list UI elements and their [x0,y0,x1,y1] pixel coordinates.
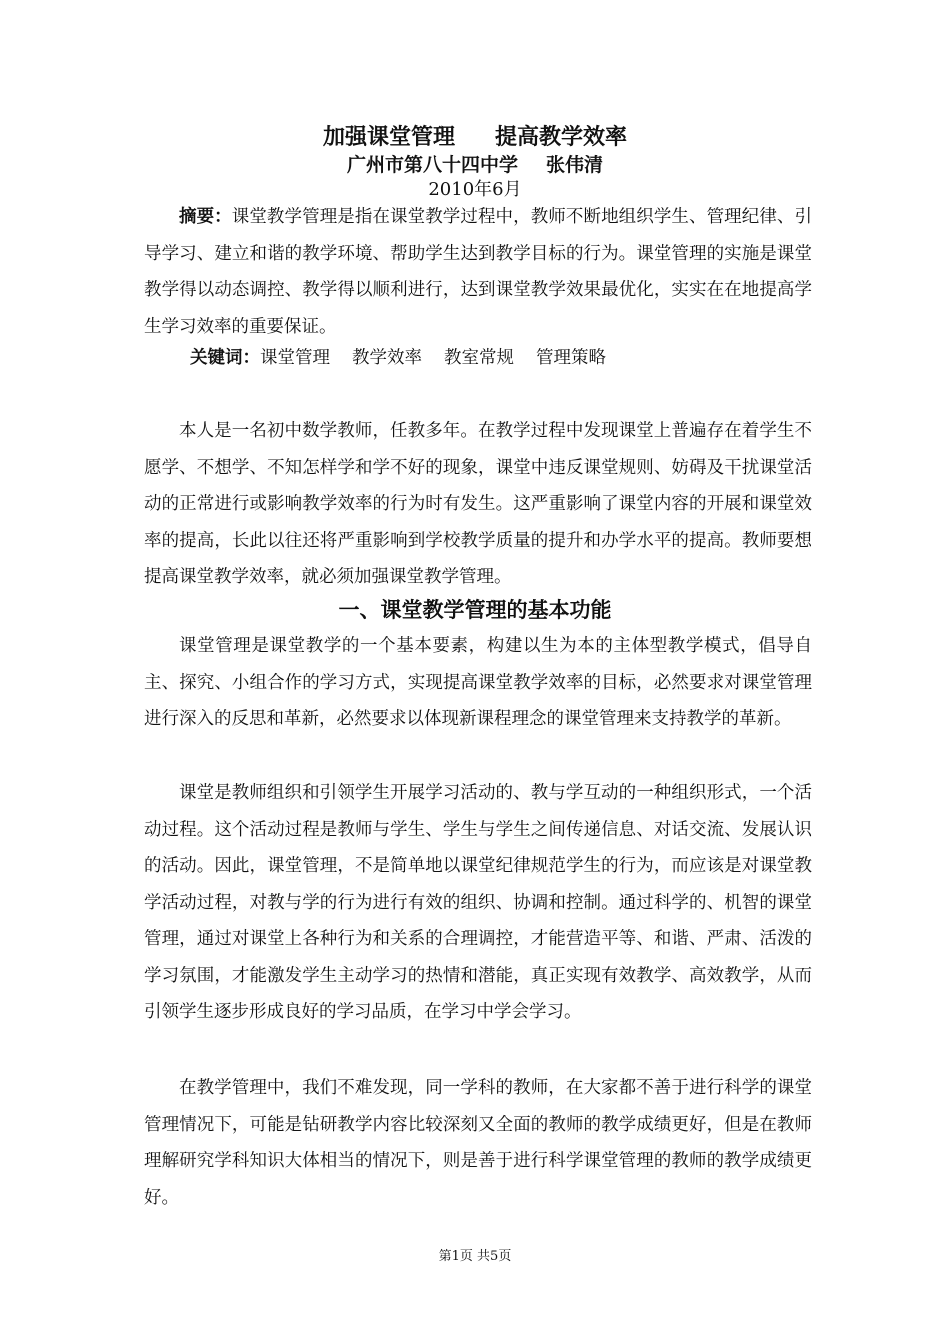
title-part-2: 提高教学效率 [495,124,628,150]
keyword: 教学效率 [352,348,422,368]
keyword: 教室常规 [444,348,514,368]
author-line [0,152,950,178]
title-part-1: 加强课堂管理 [322,124,455,150]
abstract-paragraph [144,199,812,345]
abstract-text: 课堂教学管理是指在课堂教学过程中，教师不断地组织学生、管理纪律、引导学习、建立和谐的教学环境、帮助学生达到教学目标的行为。课堂管理的实施是课堂教学得以动态调控、教学得以顺利进行，达到课堂教学效果最优化，实实在在地提高学生学习效率的重要保证。 [144,207,813,337]
body-paragraph: 课堂管理是课堂教学的一个基本要素，构建以生为本的主体型教学模式，倡导自主、探究、小组合作的学习方式，实现提高课堂教学效率的目标，必然要求对课堂管理进行深入的反思和革新，必然要求以体现新课程理念的课堂管理来支持教学的革新。 [144,636,812,729]
document-title [0,122,950,152]
body-paragraph: 课堂是教师组织和引领学生开展学习活动的、教与学互动的一种组织形式，一个活动过程。这个活动过程是教师与学生、学生与学生之间传递信息、对话交流、发展认识的活动。因此，课堂管理，不是简单地以课堂纪律规范学生的行为，而应该是对课堂教学活动过程，对教与学的行为进行有效的组织、协调和控制。通过科学的、机智的课堂管理，通过对课堂上各种行为和关系的合理调控，才能营造平等、和谐、严肃、活泼的学习氛围，才能激发学生主动学习的热情和潜能，真正实现有效教学、高效教学，从而引领学生逐步形成良好的学习品质，在学习中学会学习。 [144,783,812,1022]
intro-paragraph: 本人是一名初中数学教师，任教多年。在教学过程中发现课堂上普遍存在着学生不愿学、不想学、不知怎样学和学不好的现象，课堂中违反课堂规则、妨碍及干扰课堂活动的正常进行或影响教学效率的行为时有发生。这严重影响了课堂内容的开展和课堂效率的提高，长此以往还将严重影响到学校教学质量的提升和办学水平的提高。教师要想提高课堂教学效率，就必须加强课堂教学管理。 [144,421,812,587]
author-school: 广州市第八十四中学 [346,154,518,176]
section-heading: 一、课堂教学管理的基本功能 [338,597,612,622]
keyword: 管理策略 [536,348,606,368]
document-date: 2010年6月 [428,179,522,200]
page-footer: 第1页 共5页 [438,1249,512,1264]
keyword: 课堂管理 [260,348,330,368]
author-name: 张伟清 [546,154,604,176]
body-paragraph: 在教学管理中，我们不难发现，同一学科的教师，在大家都不善于进行科学的课堂管理情况下，可能是钻研教学内容比较深刻又全面的教师的教学成绩更好，但是在教师理解研究学科知识大体相当的情况下，则是善于进行科学课堂管理的教师的教学成绩更好。 [144,1078,812,1208]
keywords-line [190,343,628,373]
abstract-label: 摘要： [179,207,232,227]
keywords-label: 关键词： [190,348,260,368]
